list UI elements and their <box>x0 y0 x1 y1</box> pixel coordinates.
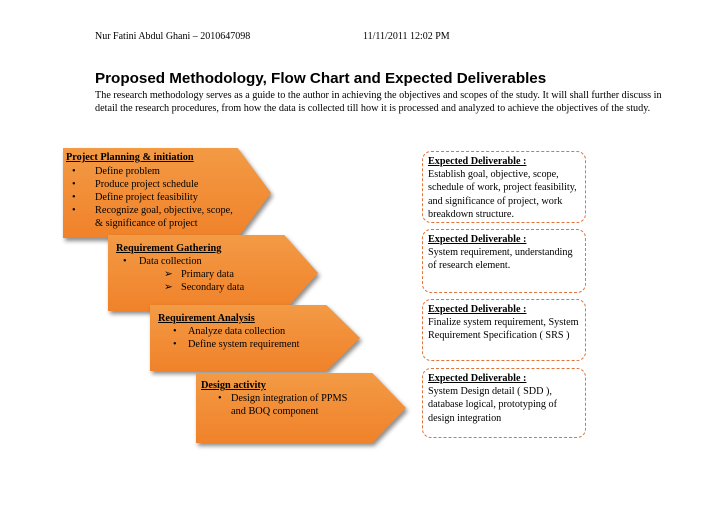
deliverable-title: Expected Deliverable : <box>428 234 527 245</box>
bullet-icon: • <box>173 326 177 337</box>
stage-arrow-design <box>196 373 406 443</box>
stage-item: Recognize goal, objective, scope, <box>95 205 233 216</box>
stage-content <box>196 373 406 443</box>
stage-content <box>63 148 271 238</box>
bullet-icon: • <box>72 179 76 190</box>
stage-title: Project Planning & initiation <box>66 152 194 163</box>
section-title: Proposed Methodology, Flow Chart and Expected Deliverables <box>95 70 547 87</box>
stage-item: and BOQ component <box>231 406 319 417</box>
bullet-icon: • <box>218 393 222 404</box>
bullet-icon: • <box>72 205 76 216</box>
stage-item: Define project feasibility <box>95 192 198 203</box>
bullet-icon: • <box>123 256 127 267</box>
arrowhead-bullet-icon: ➢ <box>164 269 173 280</box>
page-header-author: Nur Fatini Abdul Ghani – 2010647098 <box>95 31 251 42</box>
stage-content <box>150 305 360 371</box>
stage-title: Design activity <box>201 380 266 391</box>
deliverable-text: System requirement, understanding of research element. <box>428 247 573 272</box>
stage-item: & significance of project <box>95 218 198 229</box>
deliverable-box-design <box>422 368 586 438</box>
stage-arrow-planning <box>63 148 271 238</box>
deliverable-box-gathering <box>422 229 586 293</box>
deliverable-text: Finalize system requirement, System Requirement Specification ( SRS ) <box>428 317 579 342</box>
deliverable-title: Expected Deliverable : <box>428 156 527 167</box>
bullet-icon: • <box>173 339 177 350</box>
deliverable-box-analysis <box>422 299 586 361</box>
bullet-icon: • <box>72 166 76 177</box>
stage-subitem: Secondary data <box>181 282 245 293</box>
stage-item: Analyze data collection <box>188 326 286 337</box>
stage-arrow-gathering <box>108 235 318 311</box>
stage-item: Data collection <box>139 256 202 267</box>
bullet-icon: • <box>72 192 76 203</box>
deliverable-box-planning <box>422 151 586 223</box>
deliverable-title: Expected Deliverable : <box>428 304 527 315</box>
stage-item: Define problem <box>95 166 160 177</box>
stage-item: Produce project schedule <box>95 179 199 190</box>
stage-content <box>108 235 318 311</box>
deliverable-title: Expected Deliverable : <box>428 373 527 384</box>
page-header-datetime: 11/11/2011 12:02 PM <box>363 31 450 42</box>
stage-title: Requirement Gathering <box>116 243 222 254</box>
stage-item: Define system requirement <box>188 339 300 350</box>
stage-title: Requirement Analysis <box>158 313 255 324</box>
arrowhead-bullet-icon: ➢ <box>164 282 173 293</box>
stage-arrow-analysis <box>150 305 360 371</box>
deliverable-text: System Design detail ( SDD ), database logical, prototyping of design integration <box>428 386 558 424</box>
stage-subitem: Primary data <box>181 269 234 280</box>
deliverable-text: Establish goal, objective, scope, schedule of work, project feasibility, and significance of project, work breakdown structure. <box>428 169 577 220</box>
intro-paragraph: The research methodology serves as a guide to the author in achieving the objectives and scopes of the study. It will shall further discuss in detail the research procedures, from how the data is collected till how it is processed and analyzed to achieve the objectives of the study. <box>95 90 662 115</box>
stage-item: Design integration of PPMS <box>231 393 348 404</box>
